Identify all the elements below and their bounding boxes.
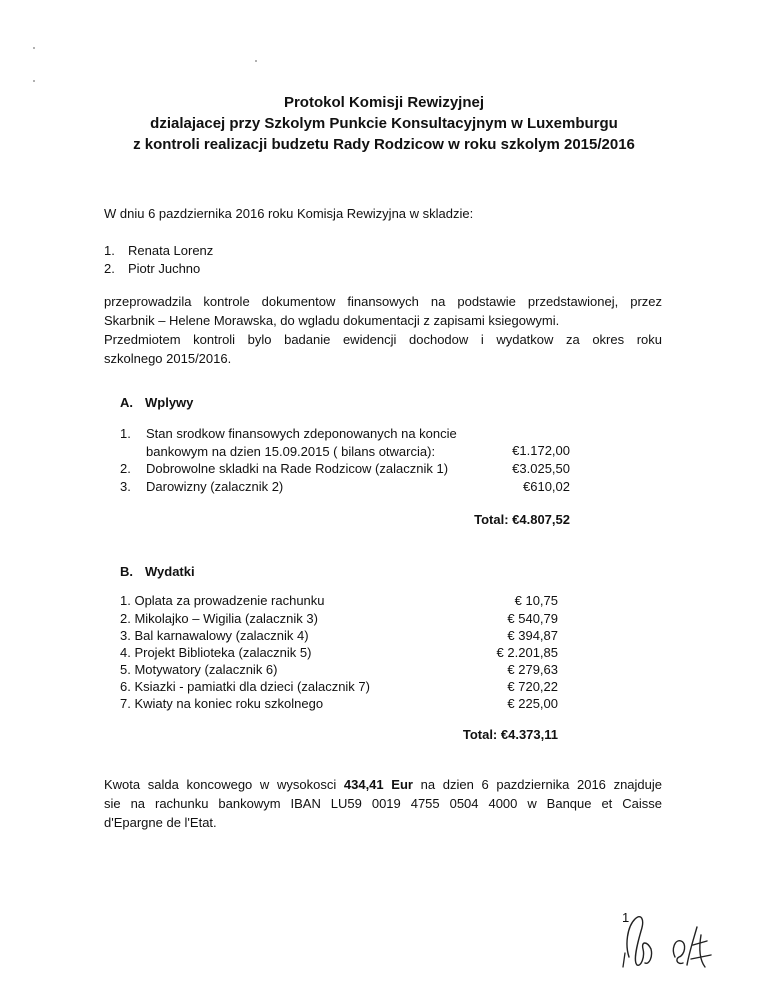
intro-text: W dniu 6 pazdziernika 2016 roku Komisja Rewizyjna w skladzie:: [104, 206, 474, 221]
section-b-item: 2. Mikolajko – Wigilia (zalacznik 3): [120, 611, 318, 626]
section-a-heading: A. Wplywy: [120, 395, 194, 410]
section-b-amount: € 394,87: [507, 628, 558, 643]
section-b-item: 4. Projekt Biblioteka (zalacznik 5): [120, 645, 312, 660]
signature-initials: [615, 905, 725, 985]
scan-speck: [33, 47, 35, 49]
section-b-item: 5. Motywatory (zalacznik 6): [120, 662, 278, 677]
section-b-amount: € 10,75: [514, 593, 558, 608]
section-b-total: Total: €4.373,11: [462, 727, 558, 742]
section-a-item-3: 3. Darowizny (zalacznik 2): [120, 479, 284, 494]
section-b-amount: € 540,79: [507, 611, 558, 626]
section-a-amount-2: €3.025,50: [512, 461, 570, 476]
section-a-amount-1: €1.172,00: [512, 443, 570, 458]
list-item: 1. Renata Lorenz: [104, 243, 214, 258]
scan-speck: [255, 60, 257, 62]
page-number: 1: [622, 910, 630, 925]
title-line-3: z kontroli realizacji budzetu Rady Rodzicow w roku szkolym 2015/2016: [133, 136, 635, 153]
section-b-amount: € 720,22: [507, 679, 558, 694]
section-a-item-2: 2. Dobrowolne skladki na Rade Rodzicow (zalacznik 1): [120, 461, 449, 476]
member-list: [104, 242, 213, 278]
list-item: 2. Piotr Juchno: [104, 261, 201, 276]
section-b-amount: € 2.201,85: [496, 645, 558, 660]
section-b-item: 3. Bal karnawalowy (zalacznik 4): [120, 628, 309, 643]
section-b-item: 1. Oplata za prowadzenie rachunku: [120, 593, 325, 608]
section-b-item: 6. Ksiazki - pamiatki dla dzieci (zalacznik 7): [120, 679, 370, 694]
section-a-total: Total: €4.807,52: [474, 512, 570, 527]
section-a-amount-3: €610,02: [523, 479, 570, 494]
section-a-item-1: 1. Stan srodkow finansowych zdeponowanych na koncie bankowym na dzien 15.09.2015 ( bilans otwarcia):: [120, 426, 457, 459]
section-b-heading: B. Wydatki: [120, 564, 195, 579]
section-b-item: 7. Kwiaty na koniec roku szkolnego: [120, 696, 324, 711]
section-b-amount: € 225,00: [507, 696, 558, 711]
title-line-2: dzialajacej przy Szkolym Punkcie Konsultacyjnym w Luxemburgu: [150, 115, 618, 132]
closing-balance: 434,41 Eur: [343, 777, 413, 792]
title-line-1: Protokol Komisji Rewizyjnej: [283, 94, 485, 111]
scan-speck: [33, 80, 35, 82]
section-b-amount: € 279,63: [507, 662, 558, 677]
body-paragraph: przeprowadzila kontrole dokumentow finansowych na podstawie przedstawionej, przez Skarbnik – Helene Morawska, do wgladu dokumentacji z zapisami ksiegowymi. Przedmiotem kontroli bylo badanie ewidencji dochodow i wydatkow za okres roku szkolnego 2015/2016.: [104, 294, 662, 366]
closing-paragraph: Kwota salda koncowego w wysokosci 434,41 Eur na dzien 6 pazdziernika 2016 znajduje sie na rachunku bankowym IBAN LU59 0019 4755 0504 4000 w Banque et Caisse d'Epargne de l'Etat.: [104, 777, 662, 830]
